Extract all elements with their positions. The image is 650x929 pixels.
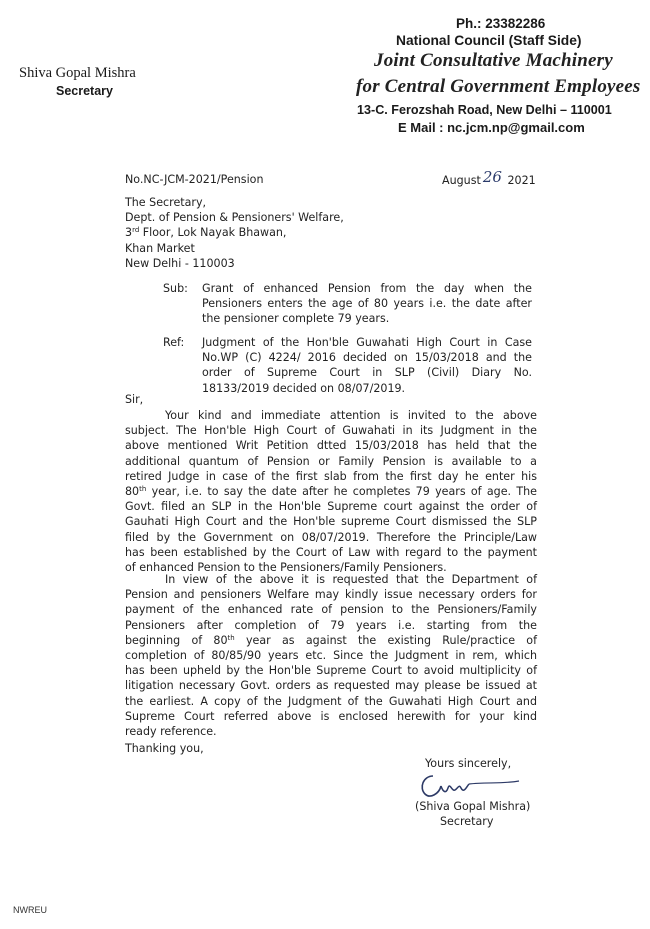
addressee-line: New Delhi - 110003 bbox=[125, 256, 235, 270]
ref-line: Judgment of the Hon'ble Guwahati High Court in Case bbox=[202, 336, 532, 349]
paragraph-line: beginning of 80th year as against the existing Rule/practice of bbox=[125, 633, 537, 647]
paragraph-line: retired Judge in case of the first slab from the first day he enter his bbox=[125, 469, 537, 483]
paragraph-2 bbox=[125, 572, 537, 739]
letterhead-email: E Mail : nc.jcm.np@gmail.com bbox=[398, 120, 585, 135]
signature-mark bbox=[415, 768, 525, 802]
paragraph-line: the earliest. A copy of the Judgment of the Guwahati High Court and bbox=[125, 694, 537, 708]
paragraph-line: subject. The Hon'ble High Court of Guwahati in its Judgment in the bbox=[125, 424, 537, 438]
addressee-line: 3rd Floor, Lok Nayak Bhawan, bbox=[125, 226, 287, 240]
reference-number: No.NC-JCM-2021/Pension bbox=[125, 173, 264, 186]
letterhead-phone: Ph.: 23382286 bbox=[456, 16, 546, 31]
paragraph-line: filed by the Government on 08/07/2019. Therefore the Principle/Law bbox=[125, 530, 537, 544]
letterhead-address: 13-C. Ferozshah Road, New Delhi – 110001 bbox=[357, 103, 612, 117]
paragraph-line: litigation necessary Govt. orders as requested may please be issued at bbox=[125, 679, 537, 693]
paragraph-line: completion of 80/85/90 years etc. Since the Judgment in rem, which bbox=[125, 649, 537, 663]
paragraph-line: Supreme Court referred above is enclosed herewith for your kind bbox=[125, 709, 537, 723]
paragraph-line: has been established by the Court of Law with regard to the payment bbox=[125, 545, 537, 559]
paragraph-line: 80th year, i.e. to say the date after he completes 79 years of age. The bbox=[125, 485, 537, 499]
letterhead-org-name: National Council (Staff Side) bbox=[396, 33, 582, 48]
letter-date bbox=[442, 168, 536, 188]
addressee-line: Dept. of Pension & Pensioners' Welfare, bbox=[125, 211, 344, 225]
letterhead-script-line-2: for Central Government Employees bbox=[356, 76, 641, 97]
paragraph-line: Gauhati High Court and the Hon'ble supreme Court dismissed the SLP bbox=[125, 515, 537, 529]
paragraph-line: Pensioners after completion of 79 years i.e. starting from the bbox=[125, 618, 537, 632]
signatory-name: (Shiva Gopal Mishra) bbox=[415, 800, 531, 813]
yours-sincerely: Yours sincerely, bbox=[425, 757, 512, 770]
paragraph-line: has been upheld by the Hon'ble Supreme Court to avoid multiplicity of bbox=[125, 664, 537, 678]
paragraph-line: Pension and pensioners Welfare may kindly issue necessary orders for bbox=[125, 588, 537, 602]
subject-line: Pensioners enters the age of 80 years i.e. the date after bbox=[202, 297, 532, 311]
ref-line: 18133/2019 decided on 08/07/2019. bbox=[202, 381, 406, 395]
paragraph-line: In view of the above it is requested that the Department of bbox=[165, 573, 537, 586]
ref-label: Ref: bbox=[163, 336, 185, 349]
addressee-line: The Secretary, bbox=[125, 196, 207, 209]
subject-text bbox=[202, 281, 532, 327]
paragraph-line: additional quantum of Pension or Family Pension is available to a bbox=[125, 454, 537, 468]
ref-line: No.WP (C) 4224/ 2016 decided on 15/03/2018 and the bbox=[202, 351, 532, 365]
date-month: August bbox=[442, 174, 481, 187]
paragraph-line: Your kind and immediate attention is invited to the above bbox=[165, 409, 537, 422]
paragraph-line: above mentioned Writ Petition dtted 15/03/2018 has held that the bbox=[125, 439, 537, 453]
thanking-you: Thanking you, bbox=[125, 742, 204, 755]
paragraph-line: of enhanced Pension to the Pensioners/Family Pensioners. bbox=[125, 561, 447, 575]
signatory-title: Secretary bbox=[440, 815, 494, 828]
ref-line: order of Supreme Court in SLP (Civil) Diary No. bbox=[202, 366, 532, 380]
addressee-line: Khan Market bbox=[125, 241, 195, 255]
addressee-block bbox=[125, 195, 344, 271]
letterhead-script-line-1: Joint Consultative Machinery bbox=[374, 50, 613, 71]
subject-label: Sub: bbox=[163, 282, 188, 295]
paragraph-line: ready reference. bbox=[125, 725, 217, 739]
paragraph-line: Govt. filed an SLP in the Hon'ble Supreme court against the order of bbox=[125, 500, 537, 514]
footer-tag: NWREU bbox=[13, 905, 47, 915]
paragraph-line: payment of the enhanced rate of pension to the Pensioners/Family bbox=[125, 603, 537, 617]
salutation: Sir, bbox=[125, 393, 144, 406]
paragraph-1 bbox=[125, 408, 537, 575]
ref-text bbox=[202, 335, 532, 396]
sender-name: Shiva Gopal Mishra bbox=[19, 65, 136, 81]
sender-title: Secretary bbox=[56, 84, 113, 98]
date-year: 2021 bbox=[507, 174, 536, 187]
subject-line: Grant of enhanced Pension from the day when the bbox=[202, 282, 532, 295]
date-day-handwritten: 26 bbox=[482, 168, 502, 186]
subject-line: the pensioner complete 79 years. bbox=[202, 312, 390, 326]
